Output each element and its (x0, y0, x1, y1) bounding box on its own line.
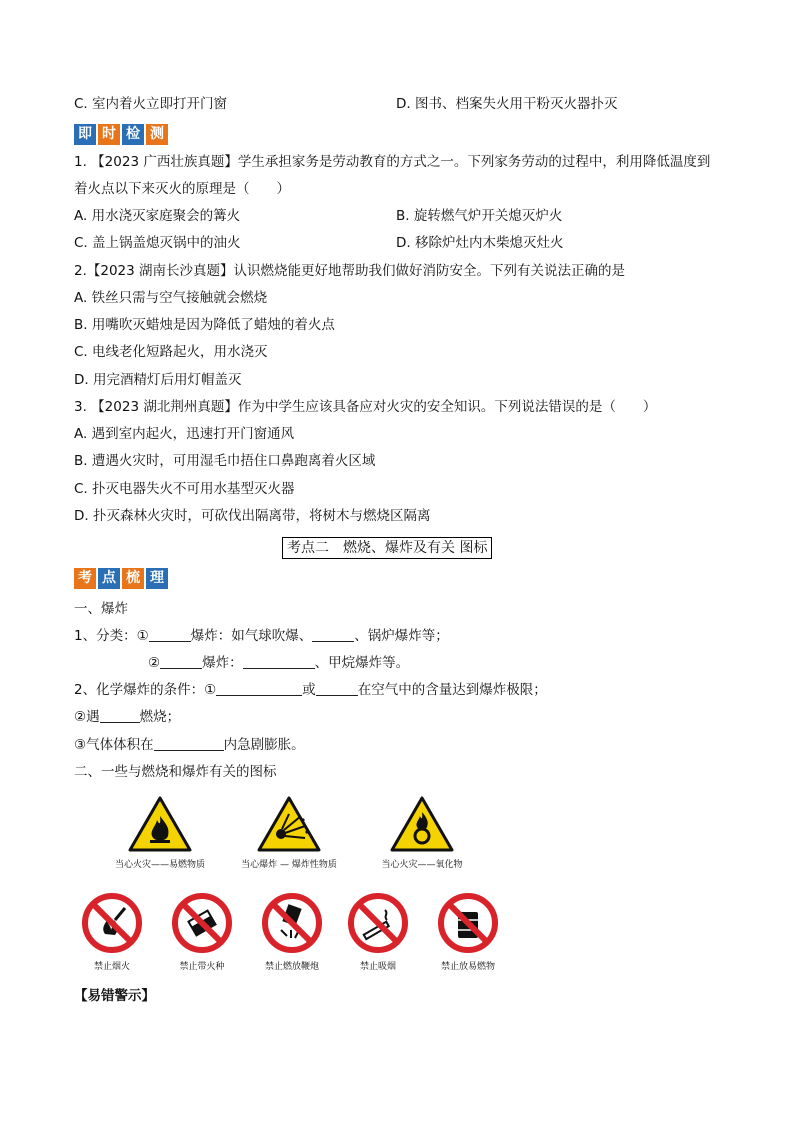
error-tip-heading: 【易错警示】 (74, 988, 155, 1004)
text-fragment: 或 (302, 682, 316, 698)
badge-char: 测 (146, 124, 168, 145)
text-fragment: 在空气中的含量达到爆炸极限； (357, 682, 547, 698)
badge-char: 时 (98, 124, 120, 145)
text-fragment: ② (148, 655, 161, 671)
q1-option-d: D. 移除炉灶内木柴熄灭灶火 (396, 235, 564, 251)
sign-caption: 当心爆炸 — 爆炸性物质 (241, 860, 337, 870)
text-fragment: ②遇 (74, 709, 100, 725)
no-matches-icon (171, 892, 233, 954)
fill-blank[interactable] (100, 708, 140, 723)
ban-sign-flammables (428, 892, 508, 972)
q2-option-b: B. 用嘴吹灭蜡烛是因为降低了蜡烛的着火点 (74, 317, 335, 333)
text-fragment: 燃烧； (139, 709, 181, 725)
badge-key-points (74, 568, 168, 589)
badge-char: 考 (74, 568, 96, 589)
explosion-conditions-line2 (74, 708, 180, 726)
ban-sign-firecrackers (250, 892, 334, 972)
no-flammables-icon (437, 892, 499, 954)
fill-blank[interactable] (316, 681, 358, 696)
explosion-classification-line1 (74, 627, 449, 645)
explosive-burst-icon (257, 796, 321, 852)
q2-option-c: C. 电线老化短路起火，用水浇灭 (74, 344, 268, 360)
heading-explosion: 一、爆炸 (74, 601, 128, 617)
heading-signs: 二、一些与燃烧和爆炸有关的图标 (74, 764, 277, 780)
q3-option-d: D. 扑灭森林火灾时，可砍伐出隔离带，将树木与燃烧区隔离 (74, 508, 431, 524)
fill-blank[interactable] (216, 681, 302, 696)
q3-stem: 3. 【2023 湖北荆州真题】作为中学生应该具备应对火灾的安全知识。下列说法错误的是（ ） (74, 399, 657, 415)
explosion-conditions-line3 (74, 736, 305, 754)
explosion-conditions-line1 (74, 681, 547, 699)
text-fragment: 2、化学爆炸的条件：① (74, 682, 217, 698)
q2-option-d: D. 用完酒精灯后用灯帽盖灭 (74, 372, 242, 388)
q2-option-a: A. 铁丝只需与空气接触就会燃烧 (74, 290, 268, 306)
q1-stem-line1: 1. 【2023 广西壮族真题】学生承担家务是劳动教育的方式之一。下列家务劳动的过程中，利用降低温度到 (74, 154, 711, 170)
fill-blank[interactable] (160, 654, 202, 669)
q3-option-c: C. 扑灭电器失火不可用水基型灭火器 (74, 481, 295, 497)
q1-option-a: A. 用水浇灭家庭聚会的篝火 (74, 208, 241, 224)
sign-caption: 禁止放易燃物 (440, 962, 495, 972)
warning-sign-oxidizer (372, 796, 472, 870)
sign-caption: 禁止带火种 (179, 962, 225, 972)
warning-sign-explosive (234, 796, 344, 870)
badge-char: 理 (146, 568, 168, 589)
sign-caption: 禁止烟火 (93, 962, 130, 972)
text-fragment: 、甲烷爆炸等。 (314, 655, 410, 671)
text-fragment: 、锅炉爆炸等； (354, 628, 449, 644)
fill-blank[interactable] (154, 736, 224, 751)
oxidizer-flame-over-circle-icon (390, 796, 454, 852)
text-fragment: 爆炸：如气球吹爆、 (190, 628, 313, 644)
sign-caption: 禁止燃放鞭炮 (264, 962, 319, 972)
sign-caption: 当心火灾——易燃物质 (114, 860, 205, 870)
sign-caption: 禁止吸烟 (359, 962, 396, 972)
q3-option-b: B. 遭遇火灾时，可用湿毛巾捂住口鼻跑离着火区域 (74, 453, 376, 469)
flammable-flame-icon (128, 796, 192, 852)
fill-blank[interactable] (312, 627, 354, 642)
q-prev-option-d: D. 图书、档案失火用干粉灭火器扑灭 (396, 96, 618, 112)
text-fragment: 内急剧膨胀。 (223, 737, 305, 753)
fill-blank[interactable] (149, 627, 191, 642)
explosion-classification-line2 (148, 654, 409, 672)
fill-blank[interactable] (243, 654, 315, 669)
no-open-flame-icon (81, 892, 143, 954)
badge-instant-check (74, 124, 168, 145)
q1-option-b: B. 旋转燃气炉开关熄灭炉火 (396, 208, 563, 224)
warning-sign-flammable (110, 796, 210, 870)
badge-char: 即 (74, 124, 96, 145)
badge-char: 梳 (122, 568, 144, 589)
no-firecrackers-icon (261, 892, 323, 954)
q2-stem: 2.【2023 湖南长沙真题】认识燃烧能更好地帮助我们做好消防安全。下列有关说法正确的是 (74, 263, 626, 279)
q3-option-a: A. 遇到室内起火，迅速打开门窗通风 (74, 426, 295, 442)
sign-caption: 当心火灾——氧化物 (381, 860, 463, 870)
ban-sign-matches (164, 892, 240, 972)
text-fragment: 1、分类：① (74, 628, 149, 644)
ban-sign-smoking (340, 892, 416, 972)
badge-char: 点 (98, 568, 120, 589)
text-fragment: 爆炸： (202, 655, 243, 671)
q-prev-option-c: C. 室内着火立即打开门窗 (74, 96, 228, 112)
ban-sign-open-flame (74, 892, 150, 972)
q1-option-c: C. 盖上锅盖熄灭锅中的油火 (74, 235, 241, 251)
q1-stem-line2: 着火点以下来灭火的原理是（ ） (74, 181, 290, 197)
badge-char: 检 (122, 124, 144, 145)
text-fragment: ③气体体积在 (74, 737, 154, 753)
no-smoking-icon (347, 892, 409, 954)
section-title: 考点二 燃烧、爆炸及有关 图标 (282, 537, 492, 559)
